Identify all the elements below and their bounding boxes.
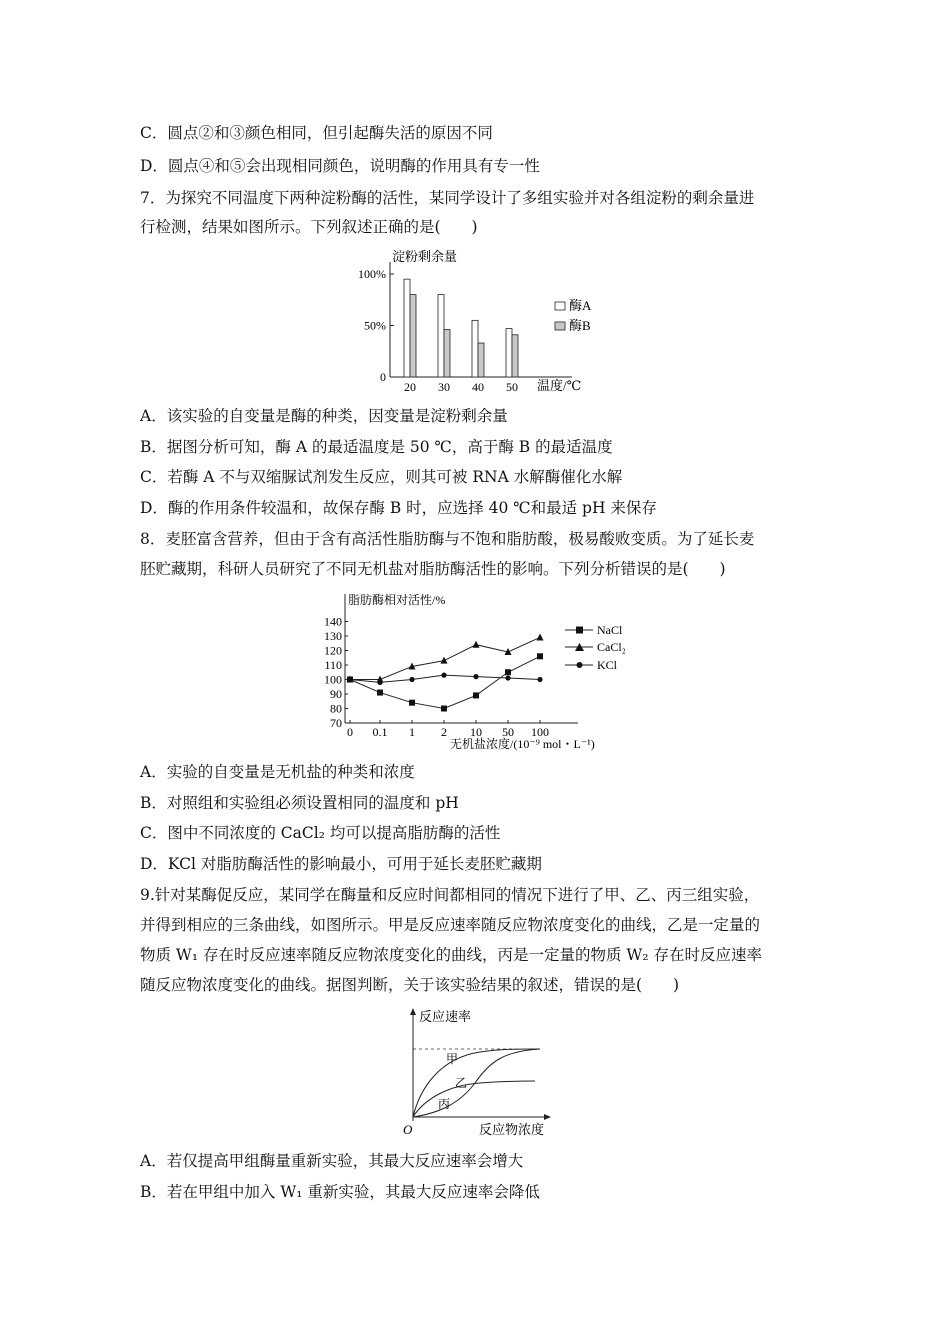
point-cacl2: [441, 657, 448, 664]
bar-enzyme-a-30: [438, 295, 444, 377]
line-xtick-label: 0: [347, 725, 353, 739]
line-xtick-label: 100: [531, 725, 549, 739]
line-ytick-label: 70: [330, 716, 342, 730]
question-8-line2: 胚贮藏期，科研人员研究了不同无机盐对脂肪酶活性的影响。下列分析错误的是( ): [140, 560, 726, 578]
line-ytick-label: 130: [324, 629, 342, 643]
bar-ytick-label: 50%: [364, 318, 386, 333]
point-nacl: [441, 706, 447, 712]
line-chart-ylabel: 脂肪酶相对活性/%: [348, 593, 446, 607]
bar-enzyme-a-20: [404, 279, 410, 377]
bar-enzyme-b-40: [478, 343, 484, 377]
question-8-line1: 8．麦胚富含营养，但由于含有高活性脂肪酶与不饱和脂肪酸，极易酸败变质。为了延长麦: [140, 530, 755, 548]
point-nacl: [537, 653, 543, 659]
bar-enzyme-b-20: [410, 295, 416, 377]
point-nacl: [505, 669, 511, 675]
point-nacl: [377, 690, 383, 696]
question-9-line4: 随反应物浓度变化的曲线。据图判断，关于该实验结果的叙述，错误的是( ): [140, 976, 680, 994]
x-axis-arrow: [544, 1114, 551, 1120]
bar-ytick-label: 0: [380, 370, 386, 384]
option-d-q6: D．圆点④和⑤会出现相同颜色，说明酶的作用具有专一性: [140, 157, 540, 175]
bar-enzyme-a-40: [472, 320, 478, 377]
line-ytick-label: 110: [324, 658, 342, 672]
option-a-q7: A．该实验的自变量是酶的种类，因变量是淀粉剩余量: [140, 407, 508, 425]
reaction-rate-chart: [395, 1003, 565, 1138]
option-d-q8: D．KCl 对脂肪酶活性的影响最小，可用于延长麦胚贮藏期: [140, 855, 542, 873]
point-kcl: [409, 677, 414, 682]
line-xtick-label: 50: [502, 725, 514, 739]
point-cacl2: [473, 641, 480, 648]
bar-enzyme-b-50: [512, 335, 518, 377]
line-chart-xlabel: 无机盐浓度/(10⁻⁹ mol・L⁻¹): [450, 737, 595, 751]
lipase-line-chart: [310, 588, 650, 756]
point-kcl: [347, 677, 352, 682]
bar-xtick-label: 40: [472, 380, 484, 394]
option-c-q8: C．图中不同浓度的 CaCl₂ 均可以提高脂肪酶的活性: [140, 824, 501, 842]
question-9-line1: 9.针对某酶促反应，某同学在酶量和反应时间都相同的情况下进行了甲、乙、丙三组实验，: [140, 886, 760, 904]
legend-label-kcl: KCl: [597, 658, 618, 672]
origin-label: O: [403, 1122, 413, 1137]
option-d-q7: D．酶的作用条件较温和，故保存酶 B 时，应选择 40 ℃和最适 pH 来保存: [140, 499, 657, 517]
point-nacl: [473, 692, 479, 698]
legend-label-enzyme-a: 酶A: [569, 298, 592, 313]
rate-ylabel: 反应速率: [419, 1009, 472, 1024]
bar-xtick-label: 20: [404, 380, 416, 394]
point-cacl2: [537, 633, 544, 640]
bar-ytick-label: 100%: [358, 267, 386, 281]
line-ytick-label: 140: [324, 614, 342, 629]
bar-chart-xlabel: 温度/℃: [537, 378, 582, 393]
bar-xtick-label: 30: [438, 380, 450, 394]
option-b-q9: B．若在甲组中加入 W₁ 重新实验，其最大反应速率会降低: [140, 1183, 540, 1201]
point-nacl: [409, 700, 415, 706]
question-7-line2: 行检测，结果如图所示。下列叙述正确的是( ): [140, 218, 478, 236]
option-c-q7: C．若酶 A 不与双缩脲试剂发生反应，则其可被 RNA 水解酶催化水解: [140, 468, 623, 486]
point-kcl: [537, 677, 542, 682]
line-xtick-label: 1: [409, 725, 415, 739]
line-ytick-label: 90: [330, 687, 342, 701]
question-7-line1: 7．为探究不同温度下两种淀粉酶的活性，某同学设计了多组实验并对各组淀粉的剩余量进: [140, 189, 755, 207]
legend-swatch-enzyme-b: [555, 322, 565, 330]
y-axis-arrow: [410, 1008, 416, 1015]
option-a-q9: A．若仅提高甲组酶量重新实验，其最大反应速率会增大: [140, 1152, 524, 1170]
curve-label-bing: 丙: [438, 1097, 451, 1111]
legend-label-cacl2: CaCl₂: [597, 640, 626, 654]
line-ytick-label: 100: [324, 672, 342, 687]
option-c-q6: C．圆点②和③颜色相同，但引起酶失活的原因不同: [140, 124, 493, 142]
curve-yi: [413, 1081, 535, 1117]
point-kcl: [441, 673, 446, 678]
point-kcl: [505, 675, 510, 680]
line-xtick-label: 10: [470, 725, 482, 739]
option-a-q8: A．实验的自变量是无机盐的种类和浓度: [140, 763, 415, 781]
line-ytick-label: 80: [330, 701, 342, 716]
curve-label-yi: 乙: [455, 1076, 468, 1090]
bar-enzyme-a-50: [506, 329, 512, 377]
question-9-line3: 物质 W₁ 存在时反应速率随反应物浓度变化的曲线，丙是一定量的物质 W₂ 存在时反应速率: [140, 946, 763, 964]
option-b-q7: B．据图分析可知，酶 A 的最适温度是 50 ℃，高于酶 B 的最适温度: [140, 438, 613, 456]
rate-xlabel: 反应物浓度: [479, 1122, 545, 1137]
option-b-q8: B．对照组和实验组必须设置相同的温度和 pH: [140, 794, 459, 812]
question-9-line2: 并得到相应的三条曲线，如图所示。甲是反应速率随反应物浓度变化的曲线，乙是一定量的: [140, 916, 761, 934]
legend-marker-kcl: [577, 662, 583, 668]
legend-marker-nacl: [576, 627, 583, 634]
legend-label-nacl: NaCl: [597, 623, 623, 637]
starch-bar-chart: [340, 244, 620, 394]
bar-enzyme-b-30: [444, 330, 450, 377]
legend-swatch-enzyme-a: [555, 302, 565, 310]
line-ytick-label: 120: [324, 643, 342, 658]
legend-label-enzyme-b: 酶B: [569, 318, 591, 333]
curve-label-jia: 甲: [446, 1052, 459, 1066]
bar-xtick-label: 50: [506, 380, 518, 394]
line-xtick-label: 2: [441, 725, 447, 739]
point-kcl: [377, 680, 382, 685]
point-kcl: [473, 674, 478, 679]
bar-chart-ylabel: 淀粉剩余量: [392, 249, 458, 264]
line-xtick-label: 0.1: [372, 725, 388, 739]
